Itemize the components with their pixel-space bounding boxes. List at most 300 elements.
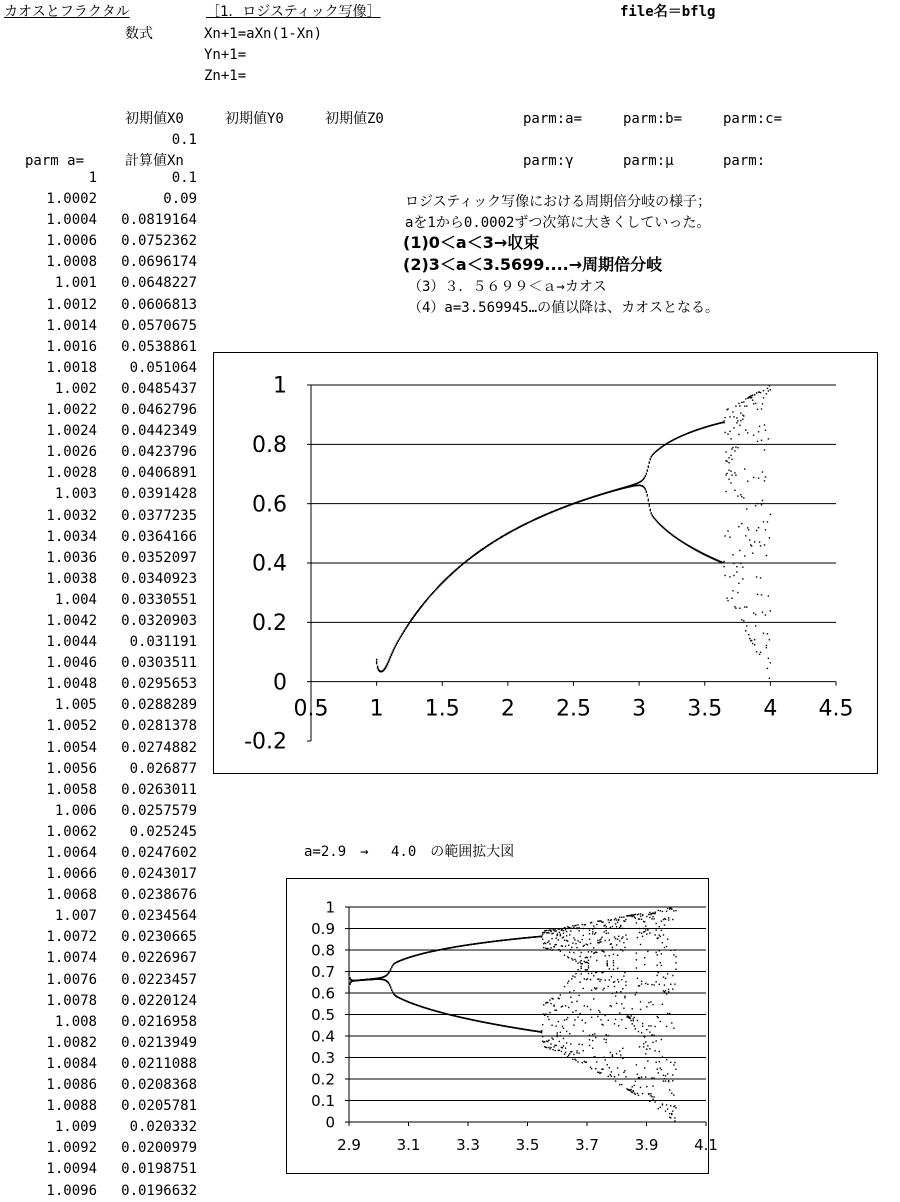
data-point — [594, 987, 595, 988]
data-point — [660, 910, 661, 911]
data-point — [661, 965, 662, 966]
y-tick-label: 0.4 — [311, 1027, 335, 1046]
data-point — [657, 1068, 658, 1069]
data-point — [589, 939, 590, 940]
data-point — [615, 1019, 616, 1020]
data-point — [658, 1017, 659, 1018]
data-point — [665, 1075, 666, 1076]
y-tick-label: 0.6 — [252, 492, 287, 518]
y-tick-label: 0 — [325, 1113, 335, 1132]
data-point — [569, 952, 570, 953]
xn-cell: 0.0406891 — [121, 465, 197, 482]
xn-cell: 0.0234564 — [121, 908, 197, 925]
table-row — [0, 1181, 200, 1202]
data-point — [390, 987, 391, 988]
data-point — [616, 944, 617, 945]
data-point — [590, 943, 591, 944]
data-point — [746, 625, 747, 626]
data-point — [664, 947, 665, 948]
data-point — [617, 1067, 618, 1068]
data-point — [649, 504, 650, 505]
data-point — [564, 1053, 565, 1054]
y-tick-label: 0.7 — [311, 962, 335, 981]
data-point — [728, 470, 729, 471]
data-point — [639, 932, 640, 933]
data-point — [545, 943, 546, 944]
data-point — [667, 1013, 668, 1014]
data-point — [635, 914, 636, 915]
data-point — [589, 1035, 590, 1036]
data-point — [608, 1035, 609, 1036]
data-point — [603, 951, 604, 952]
data-point — [597, 940, 598, 941]
data-point — [652, 1099, 653, 1100]
data-point — [591, 922, 592, 923]
data-point — [729, 431, 730, 432]
data-point — [764, 424, 765, 425]
data-point — [564, 1019, 565, 1020]
data-point — [651, 513, 652, 514]
data-point — [635, 917, 636, 918]
data-point — [348, 987, 349, 988]
data-point — [737, 495, 738, 496]
data-point — [723, 561, 724, 562]
data-point — [648, 1002, 649, 1003]
data-point — [641, 1032, 642, 1033]
data-point — [740, 494, 741, 495]
data-point — [624, 996, 625, 997]
data-point — [617, 922, 618, 923]
data-point — [560, 1035, 561, 1036]
data-point — [566, 935, 567, 936]
data-point — [608, 932, 609, 933]
data-point — [739, 550, 740, 551]
data-point — [636, 967, 637, 968]
data-point — [391, 990, 392, 991]
table-row — [0, 295, 200, 316]
xn-cell: 0.0364166 — [121, 528, 197, 545]
data-point — [602, 921, 603, 922]
data-point — [622, 928, 623, 929]
data-point — [565, 928, 566, 929]
parm-a-cell: 1.0068 — [46, 887, 97, 904]
data-point — [744, 405, 745, 406]
data-point — [651, 1034, 652, 1035]
data-point — [582, 963, 583, 964]
data-point — [731, 459, 732, 460]
x-tick-label: 1 — [369, 696, 384, 722]
data-point — [579, 942, 580, 943]
data-point — [657, 965, 658, 966]
data-point — [734, 606, 735, 607]
data-point — [621, 917, 622, 918]
data-point — [578, 1044, 579, 1045]
data-point — [588, 973, 589, 974]
data-point — [571, 978, 572, 979]
xn-cell: 0.0274882 — [121, 739, 197, 756]
data-point — [573, 1054, 574, 1055]
data-point — [596, 1061, 597, 1062]
data-point — [389, 985, 390, 986]
parm-b-label: parm:b= — [623, 111, 683, 127]
data-point — [646, 473, 647, 474]
parm-a-cell: 1.0018 — [46, 359, 97, 376]
parm-a-cell: 1.009 — [54, 1119, 97, 1136]
data-point — [567, 982, 568, 983]
xn-cell: 0.0281378 — [121, 718, 197, 735]
data-point — [636, 952, 637, 953]
data-point — [668, 919, 669, 920]
data-point — [593, 925, 594, 926]
data-point — [595, 932, 596, 933]
data-point — [672, 919, 673, 920]
y-tick-label: 0.3 — [311, 1048, 335, 1067]
data-point — [605, 926, 606, 927]
data-point — [738, 403, 739, 404]
parm-a-cell: 1.0092 — [46, 1140, 97, 1157]
data-point — [739, 405, 740, 406]
data-point — [633, 1090, 634, 1091]
table-row — [0, 801, 200, 822]
data-point — [759, 426, 760, 427]
y-tick-label: 0.5 — [311, 1005, 335, 1024]
data-point — [732, 554, 733, 555]
data-point — [646, 491, 647, 492]
data-point — [578, 927, 579, 928]
data-point — [619, 1012, 620, 1013]
table-row — [0, 316, 200, 337]
data-point — [572, 1059, 573, 1060]
data-point — [610, 927, 611, 928]
data-point — [576, 927, 577, 928]
data-point — [614, 919, 615, 920]
data-point — [612, 947, 613, 948]
data-point — [616, 919, 617, 920]
data-point — [731, 474, 732, 475]
table-row — [0, 991, 200, 1012]
data-point — [570, 1043, 571, 1044]
data-point — [586, 1061, 587, 1062]
data-point — [573, 952, 574, 953]
data-point — [743, 620, 744, 621]
xn-cell: 0.0423796 — [121, 444, 197, 461]
data-point — [666, 1026, 667, 1027]
data-point — [604, 924, 605, 925]
data-point — [584, 1005, 585, 1006]
xn-cell: 0.0196632 — [121, 1182, 197, 1199]
data-point — [560, 1032, 561, 1033]
data-point — [551, 1025, 552, 1026]
data-point — [556, 944, 557, 945]
data-point — [642, 915, 643, 916]
table-row — [0, 168, 200, 189]
file-name: file名＝bflg — [620, 4, 716, 20]
data-point — [626, 1014, 627, 1015]
table-row — [0, 358, 200, 379]
data-point — [733, 416, 734, 417]
data-point — [653, 1034, 654, 1035]
data-point — [665, 990, 666, 991]
data-point — [392, 651, 393, 652]
data-point — [573, 937, 574, 938]
data-point — [770, 514, 771, 515]
data-point — [669, 1113, 670, 1114]
data-point — [565, 945, 566, 946]
data-point — [645, 926, 646, 927]
data-point — [618, 981, 619, 982]
data-point — [582, 1062, 583, 1063]
data-point — [663, 934, 664, 935]
parm-a-cell: 1.003 — [54, 486, 97, 503]
data-point — [634, 1085, 635, 1086]
data-point — [647, 984, 648, 985]
y-tick-label: 1 — [325, 898, 335, 917]
data-point — [578, 995, 579, 996]
data-point — [667, 1073, 668, 1074]
data-point — [582, 1044, 583, 1045]
table-row — [0, 189, 200, 210]
data-point — [621, 1003, 622, 1004]
data-point — [759, 541, 760, 542]
data-point — [593, 947, 594, 948]
data-point — [744, 555, 745, 556]
data-point — [613, 954, 614, 955]
data-point — [756, 651, 757, 652]
data-point — [616, 991, 617, 992]
table-row — [0, 548, 200, 569]
data-point — [589, 1039, 590, 1040]
data-point — [587, 944, 588, 945]
xn-cell: 0.051064 — [129, 359, 197, 376]
data-point — [659, 984, 660, 985]
data-point — [632, 1008, 633, 1009]
data-point — [746, 405, 747, 406]
note-line: （3）３．５６９９＜ａ→カオス — [408, 279, 607, 295]
data-point — [633, 1018, 634, 1019]
data-point — [609, 1067, 610, 1068]
data-point — [568, 945, 569, 946]
data-point — [668, 991, 669, 992]
init-label-x0: 初期値X0 — [125, 111, 184, 127]
data-point — [599, 1012, 600, 1013]
data-point — [549, 999, 550, 1000]
xn-cell: 0.0330551 — [121, 591, 197, 608]
parm-a-cell: 1.0032 — [46, 507, 97, 524]
data-point — [730, 438, 731, 439]
data-point — [741, 523, 742, 524]
xn-cell: 0.0213949 — [121, 1034, 197, 1051]
data-point — [567, 1017, 568, 1018]
table-row — [0, 906, 200, 927]
data-point — [648, 498, 649, 499]
data-point — [637, 937, 638, 938]
data-point — [644, 931, 645, 932]
data-point — [664, 924, 665, 925]
data-point — [613, 965, 614, 966]
data-point — [559, 932, 560, 933]
formula-z: Zn+1= — [204, 68, 247, 84]
table-row — [0, 442, 200, 463]
data-point — [766, 555, 767, 556]
data-point — [655, 981, 656, 982]
note-line: ロジスティック写像における周期倍分岐の様子； — [405, 194, 712, 210]
data-point — [615, 995, 616, 996]
data-point — [643, 1046, 644, 1047]
data-point — [607, 960, 608, 961]
data-point — [558, 939, 559, 940]
data-point — [733, 427, 734, 428]
table-row — [0, 252, 200, 273]
data-point — [767, 668, 768, 669]
data-point — [571, 1051, 572, 1052]
data-point — [583, 988, 584, 989]
data-point — [553, 1046, 554, 1047]
data-point — [648, 500, 649, 501]
data-point — [742, 566, 743, 567]
data-point — [625, 1028, 626, 1029]
data-point — [608, 1076, 609, 1077]
init-x0-value: 0.1 — [171, 132, 197, 148]
data-point — [670, 984, 671, 985]
data-point — [547, 1016, 548, 1017]
data-point — [622, 936, 623, 937]
data-point — [729, 416, 730, 417]
parm-a-cell: 1.0012 — [46, 296, 97, 313]
data-point — [621, 1084, 622, 1085]
data-point — [623, 1072, 624, 1073]
data-point — [648, 1025, 649, 1026]
data-point — [674, 1105, 675, 1106]
data-point — [733, 563, 734, 564]
data-point — [749, 539, 750, 540]
data-point — [749, 638, 750, 639]
data-point — [575, 1060, 576, 1061]
data-point — [659, 926, 660, 927]
data-point — [575, 960, 576, 961]
data-point — [619, 1084, 620, 1085]
data-point — [727, 408, 728, 409]
data-point — [662, 1056, 663, 1057]
data-point — [390, 656, 391, 657]
data-point — [543, 1013, 544, 1014]
data-point — [760, 545, 761, 546]
data-point — [732, 411, 733, 412]
data-point — [761, 440, 762, 441]
data-point — [561, 928, 562, 929]
data-point — [657, 975, 658, 976]
data-point — [671, 1022, 672, 1023]
data-point — [766, 393, 767, 394]
parm-a-cell: 1.0052 — [46, 718, 97, 735]
xn-cell: 0.0200979 — [121, 1140, 197, 1157]
parm-a-cell: 1.0042 — [46, 612, 97, 629]
data-point — [564, 954, 565, 955]
data-point — [542, 934, 543, 935]
parm-a-cell: 1.0006 — [46, 233, 97, 250]
data-point — [577, 924, 578, 925]
table-row — [0, 210, 200, 231]
table-row — [0, 1159, 200, 1180]
x-tick-label: 2 — [500, 696, 515, 722]
data-point — [740, 413, 741, 414]
table-row — [0, 421, 200, 442]
data-point — [548, 1019, 549, 1020]
data-point — [376, 660, 377, 661]
data-point — [580, 960, 581, 961]
data-point — [728, 462, 729, 463]
x-tick-label: 3.5 — [515, 1136, 540, 1154]
data-point — [565, 1005, 566, 1006]
table-row — [0, 695, 200, 716]
data-point — [574, 1059, 575, 1060]
data-point — [554, 1050, 555, 1051]
data-point — [667, 973, 668, 974]
data-point — [758, 527, 759, 528]
data-point — [607, 965, 608, 966]
data-point — [673, 910, 674, 911]
parm-a-cell: 1.0072 — [46, 929, 97, 946]
data-point — [560, 935, 561, 936]
data-point — [566, 1042, 567, 1043]
data-point — [584, 978, 585, 979]
data-point — [668, 917, 669, 918]
data-point — [766, 647, 767, 648]
data-point — [761, 594, 762, 595]
data-point — [566, 1019, 567, 1020]
data-point — [729, 536, 730, 537]
xn-cell: 0.0606813 — [121, 296, 197, 313]
data-point — [564, 986, 565, 987]
data-point — [665, 1110, 666, 1111]
xn-cell: 0.0752362 — [121, 233, 197, 250]
page-title: カオスとフラクタル — [4, 4, 130, 20]
data-point — [574, 959, 575, 960]
data-point — [619, 1050, 620, 1051]
data-point — [674, 949, 675, 950]
data-point — [634, 1025, 635, 1026]
data-point — [769, 678, 770, 679]
data-point — [666, 946, 667, 947]
data-point — [624, 997, 625, 998]
data-point — [770, 610, 771, 611]
data-point — [348, 973, 349, 974]
data-point — [592, 931, 593, 932]
xn-cell: 0.0648227 — [121, 275, 197, 292]
data-point — [642, 1023, 643, 1024]
data-point — [602, 1024, 603, 1025]
data-point — [763, 390, 764, 391]
data-point — [617, 938, 618, 939]
data-point — [652, 1042, 653, 1043]
column-header-a: parm a= — [25, 153, 85, 169]
data-point — [542, 1024, 543, 1025]
data-point — [626, 939, 627, 940]
data-point — [614, 1023, 615, 1024]
data-point — [743, 415, 744, 416]
parm-a-cell: 1.008 — [54, 1013, 97, 1030]
table-row — [0, 780, 200, 801]
data-point — [729, 576, 730, 577]
data-point — [609, 968, 610, 969]
data-point — [376, 663, 377, 664]
parm-a-cell: 1.0094 — [46, 1161, 97, 1178]
data-point — [637, 1093, 638, 1094]
data-point — [648, 465, 649, 466]
data-point — [389, 658, 390, 659]
data-point — [549, 1048, 550, 1049]
data-point — [623, 916, 624, 917]
data-point — [673, 1028, 674, 1029]
